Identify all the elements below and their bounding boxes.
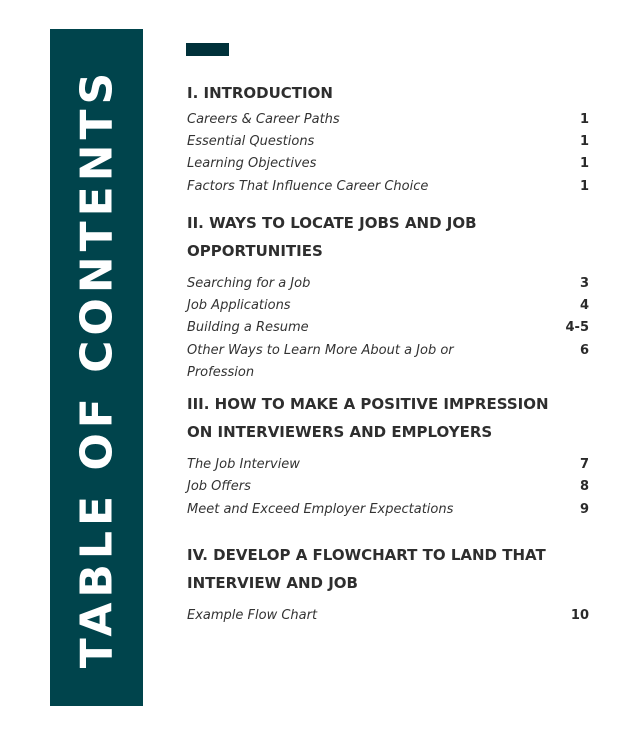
toc-entry-page: 3 <box>579 276 589 291</box>
toc-entry-title: Essential Questions <box>187 134 315 149</box>
toc-entry[interactable] <box>187 153 589 175</box>
toc-entry-title: Job Offers <box>187 479 251 494</box>
toc-entry-title: Learning Objectives <box>187 156 317 171</box>
toc-entry-title: Other Ways to Learn More About a Job or Profession <box>187 343 454 380</box>
toc-entry[interactable] <box>187 131 589 153</box>
toc-entry-title: Job Applications <box>187 298 291 313</box>
toc-entry[interactable] <box>187 176 589 198</box>
toc-entry-page: 9 <box>579 502 589 517</box>
toc-entry-title: Meet and Exceed Employer Expectations <box>187 502 454 517</box>
toc-entry[interactable] <box>187 499 589 521</box>
toc-entry-title: The Job Interview <box>187 457 300 472</box>
toc-entry[interactable] <box>187 109 589 131</box>
section-heading-positive-impression: III. HOW TO MAKE A POSITIVE IMPRESSION ON INTERVIEWERS AND EMPLOYERS <box>187 395 549 441</box>
toc-entry[interactable] <box>187 273 589 295</box>
toc-entry-page: 4 <box>579 298 589 313</box>
section-heading-flowchart: IV. DEVELOP A FLOWCHART TO LAND THAT INTERVIEW AND JOB <box>187 546 546 592</box>
toc-entry-page: 10 <box>570 608 589 623</box>
toc-entry[interactable] <box>187 476 589 498</box>
toc-entry[interactable] <box>187 340 589 384</box>
side-title: TABLE OF CONTENTS <box>71 67 122 668</box>
toc-entry-page: 6 <box>579 343 589 358</box>
toc-entry-page: 7 <box>579 457 589 472</box>
accent-bar <box>186 43 229 56</box>
toc-entry[interactable] <box>187 295 589 317</box>
toc-entry-title: Careers & Career Paths <box>187 112 340 127</box>
section-heading-introduction: I. INTRODUCTION <box>187 84 333 102</box>
toc-entry-page: 8 <box>579 479 589 494</box>
toc-entry-title: Building a Resume <box>187 320 309 335</box>
toc-entry[interactable] <box>187 454 589 476</box>
section-heading-locate-jobs: II. WAYS TO LOCATE JOBS AND JOB OPPORTUNITIES <box>187 214 477 260</box>
toc-entry-page: 1 <box>579 112 589 127</box>
toc-entry-page: 1 <box>579 134 589 149</box>
side-title-band <box>50 29 143 706</box>
toc-entry[interactable] <box>187 317 589 339</box>
toc-entry-title: Searching for a Job <box>187 276 311 291</box>
toc-entry-page: 1 <box>579 156 589 171</box>
toc-entry-page: 1 <box>579 179 589 194</box>
toc-entry-title: Factors That Influence Career Choice <box>187 179 429 194</box>
toc-entry-title: Example Flow Chart <box>187 608 318 623</box>
toc-entry-page: 4-5 <box>565 320 589 335</box>
toc-entry[interactable] <box>187 605 589 627</box>
